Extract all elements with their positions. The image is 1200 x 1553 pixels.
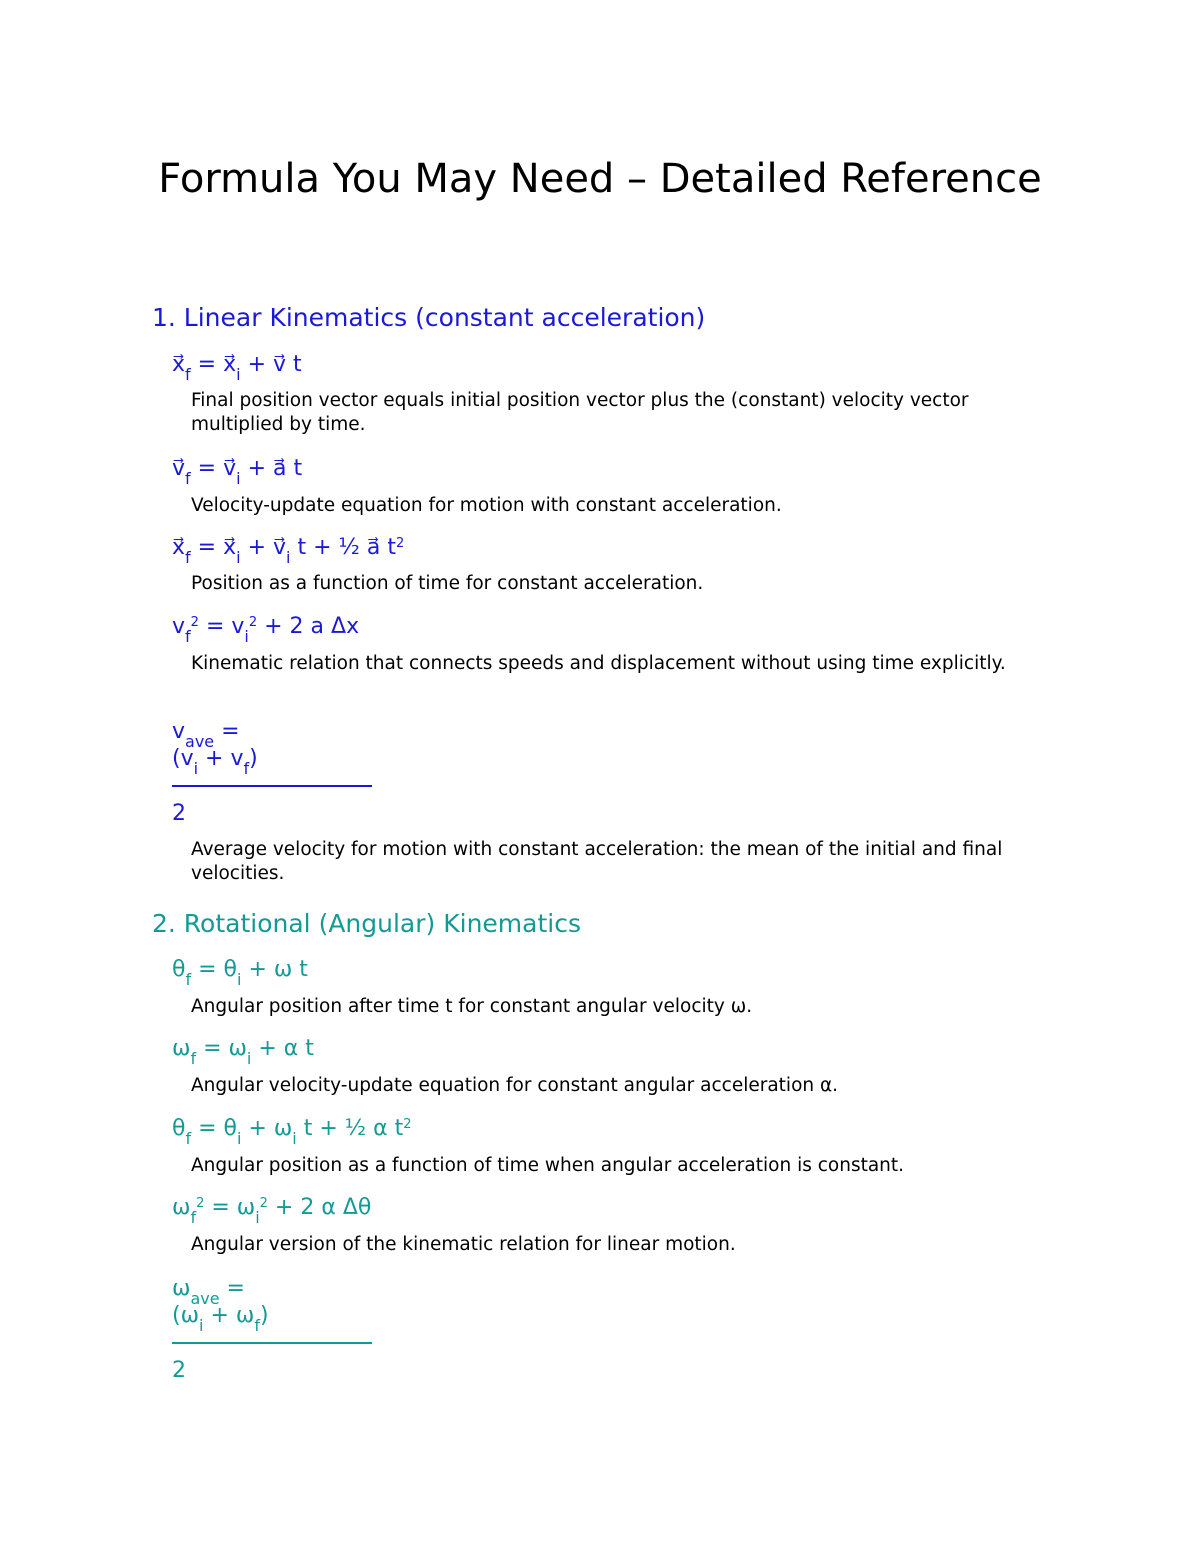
- formula-average-velocity-numerator: $(v_i + v_f)$: [172, 746, 258, 778]
- formula-description: Angular version of the kinematic relation for linear motion.: [191, 1234, 736, 1255]
- formula-angular-position-constant-velocity: $\theta_f = \theta_i + \omega$ t: [172, 957, 308, 989]
- formula-description: Kinematic relation that connects speeds and displacement without using time explicitly.: [191, 653, 1006, 674]
- formula-position-constant-acceleration: $x⃗_f$ = $x⃗_i$ + $v⃗_i$ t + ½ a⃗ $t^2$: [172, 535, 405, 567]
- formula-average-angular-velocity-lhs: $\omega_{ave}$ =: [172, 1276, 245, 1308]
- formula-average-velocity-lhs: $v_{ave}$ =: [172, 719, 240, 751]
- formula-description: Angular position after time t for constant angular velocity ω.: [191, 996, 753, 1017]
- section-heading-linear-kinematics: 1. Linear Kinematics (constant acceleration): [152, 303, 706, 332]
- formula-position-constant-velocity: $x⃗_f$ = $x⃗_i$ + v⃗ t: [172, 352, 302, 384]
- formula-angular-velocity-update: $\omega_f = \omega_i + \alpha$ t: [172, 1036, 314, 1068]
- fraction-rule: [172, 785, 372, 787]
- formula-speed-displacement: $v_f^2 = v_i^2 + 2$ a Δx: [172, 614, 360, 646]
- formula-description: Average velocity for motion with constant acceleration: the mean of the initial and final velocities.: [191, 839, 1003, 884]
- formula-angular-speed-displacement: $\omega_f^2 = \omega_i^2 + 2$ α Δθ: [172, 1195, 372, 1227]
- formula-description: Velocity-update equation for motion with constant acceleration.: [191, 495, 782, 516]
- formula-average-angular-velocity-denominator: 2: [172, 1358, 186, 1383]
- formula-description: Final position vector equals initial position vector plus the (constant) velocity vector multiplied by time.: [191, 390, 969, 435]
- formula-velocity-update: $v⃗_f$ = $v⃗_i$ + a⃗ t: [172, 456, 303, 488]
- document-title: Formula You May Need – Detailed Reference: [158, 156, 1042, 202]
- section-heading-rotational-kinematics: 2. Rotational (Angular) Kinematics: [152, 909, 581, 938]
- formula-description: Angular velocity-update equation for constant angular acceleration α.: [191, 1075, 839, 1096]
- formula-description: Position as a function of time for constant acceleration.: [191, 573, 704, 594]
- fraction-rule: [172, 1342, 372, 1344]
- formula-angular-position-constant-acceleration: $\theta_f = \theta_i + \omega_i$ t + ½ α $t^2$: [172, 1116, 412, 1148]
- formula-description: Angular position as a function of time when angular acceleration is constant.: [191, 1155, 905, 1176]
- formula-average-velocity-denominator: 2: [172, 801, 186, 826]
- formula-average-angular-velocity-numerator: $(\omega_i + \omega_f)$: [172, 1303, 269, 1335]
